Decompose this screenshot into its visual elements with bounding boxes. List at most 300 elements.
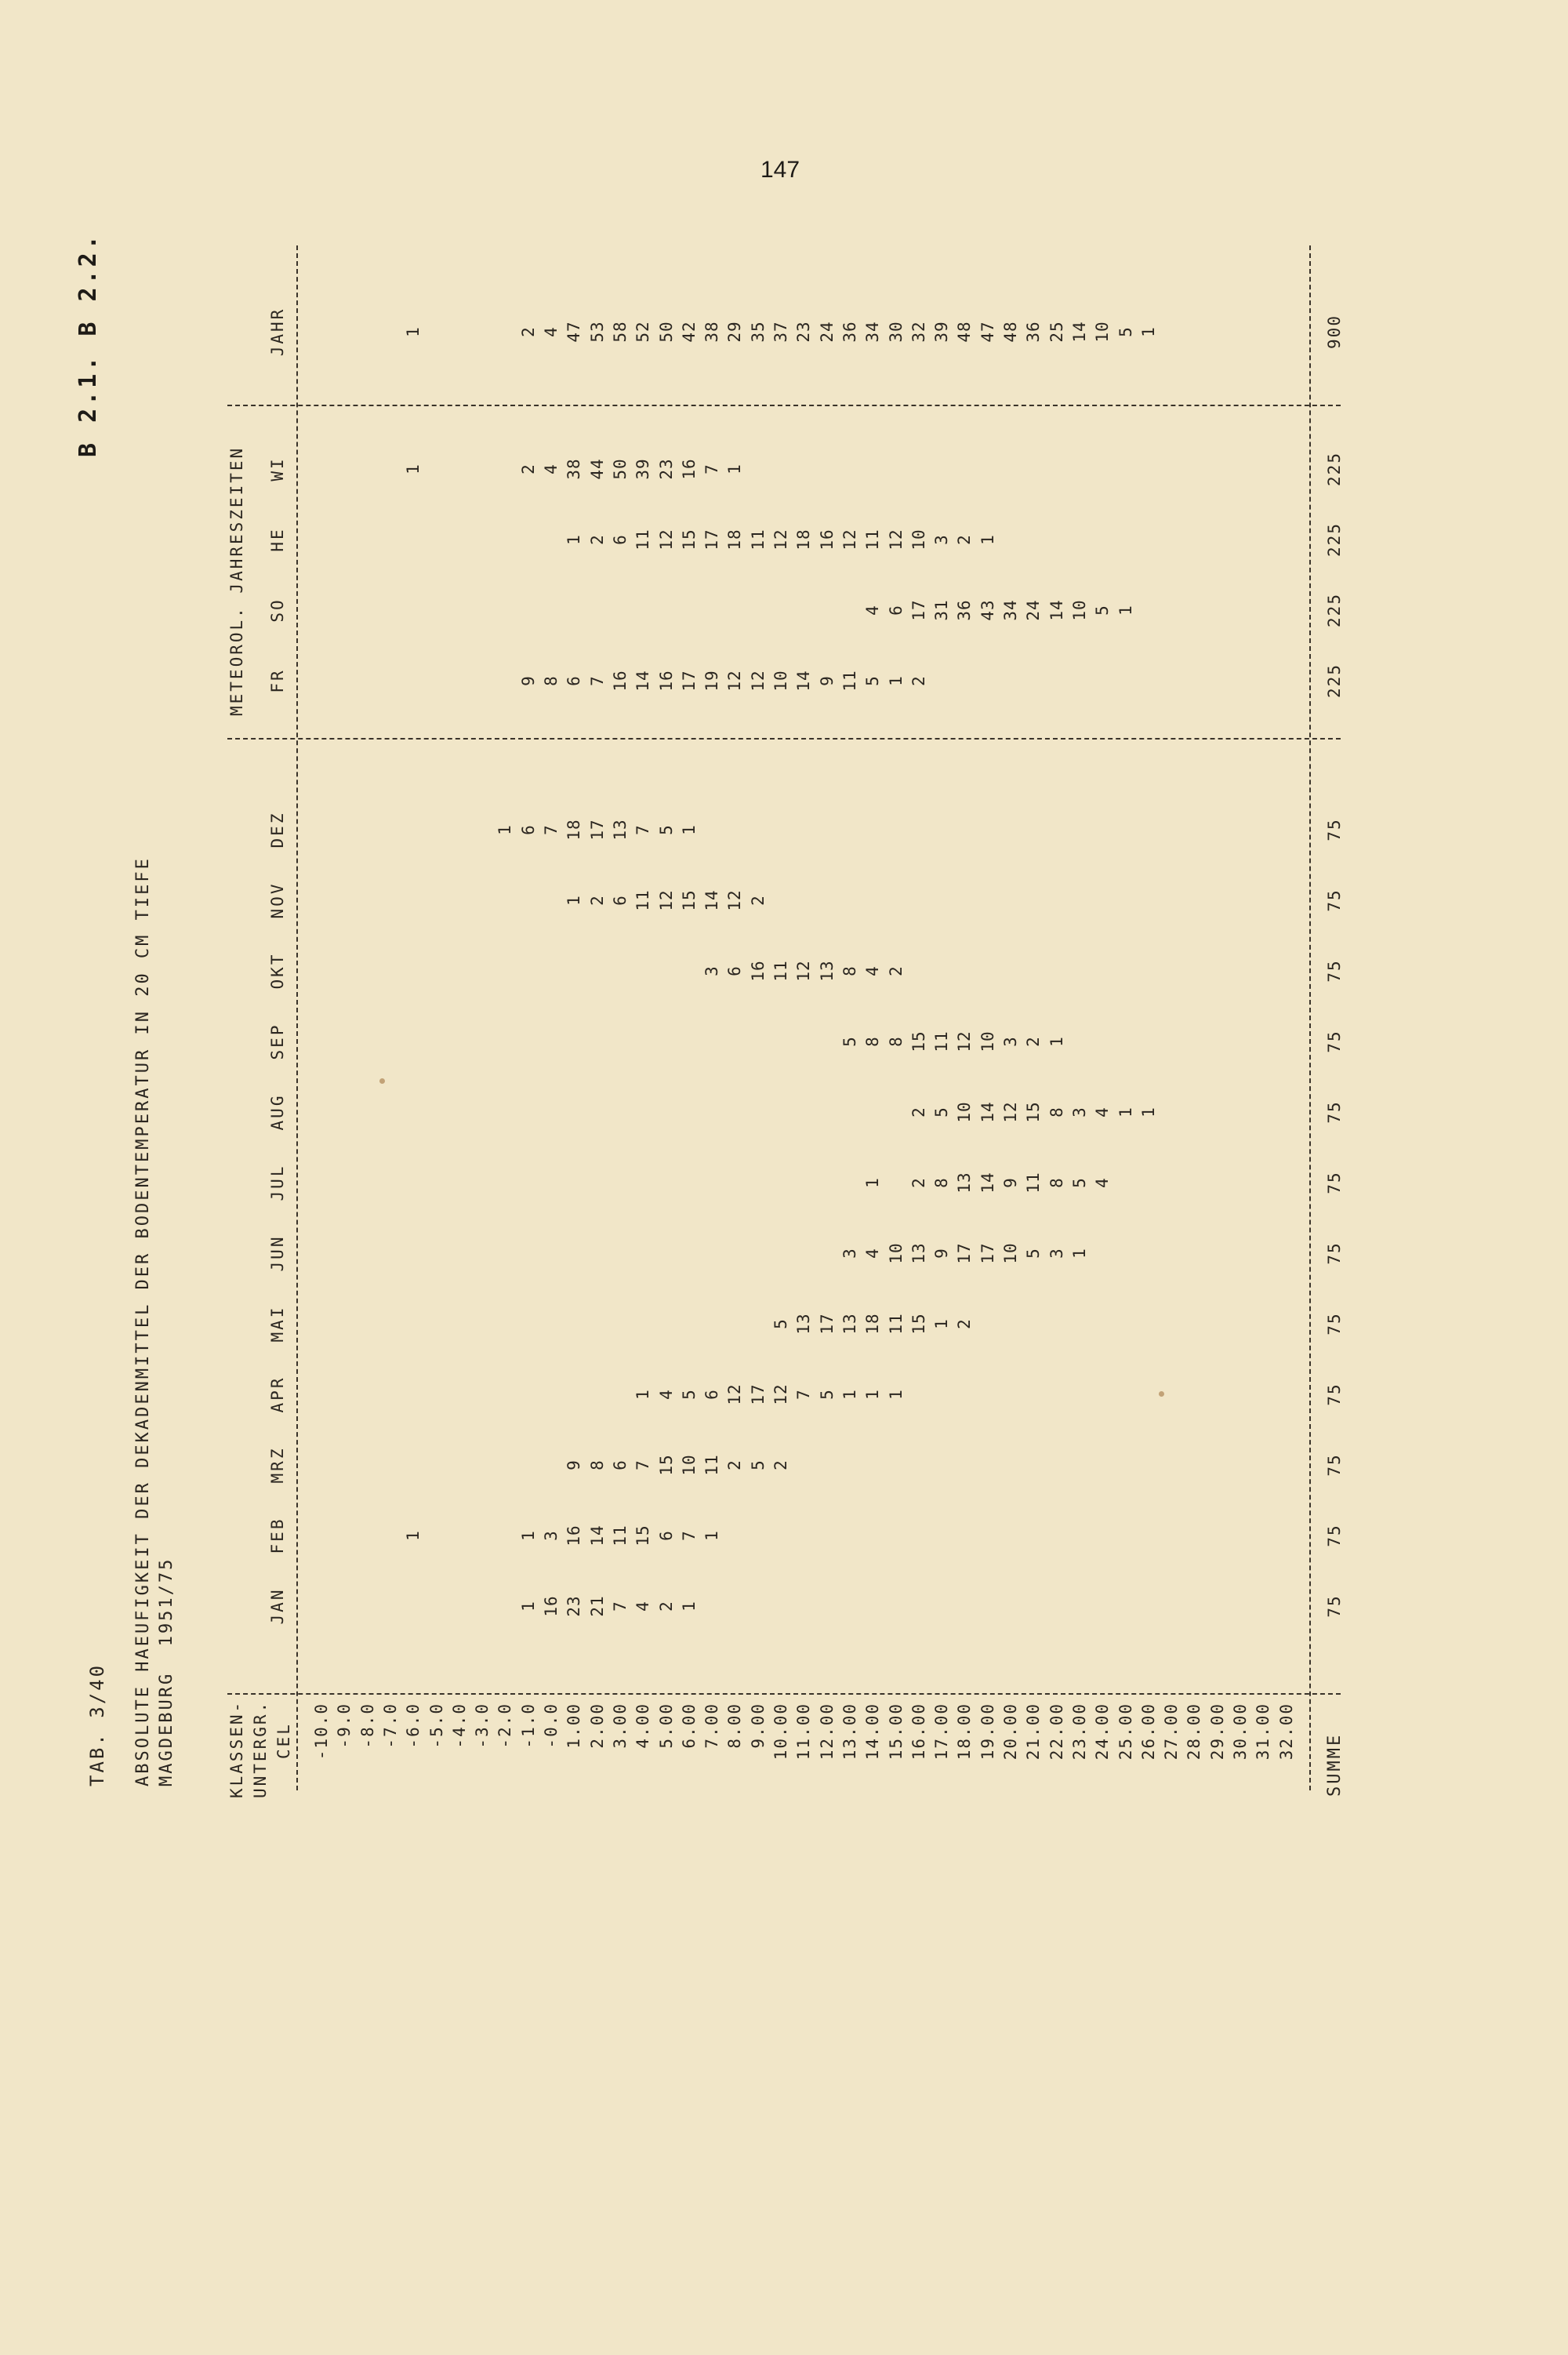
table-cell: 1 <box>518 1530 538 1541</box>
column-header: JUL <box>268 1164 287 1201</box>
table-cell: 4 <box>656 1389 676 1400</box>
table-cell: 14 <box>702 889 722 911</box>
table-cell: 29 <box>725 321 745 343</box>
table-cell: 1 <box>1138 1107 1158 1118</box>
table-cell: 5 <box>932 1107 952 1118</box>
table-cell: 36 <box>840 321 859 343</box>
table-cell: 38 <box>702 321 722 343</box>
sum-cell: 225 <box>1325 452 1344 486</box>
table-cell: 12 <box>955 1030 975 1052</box>
table-cell: 5 <box>771 1318 790 1329</box>
class-header-line3: CEL <box>274 1722 293 1759</box>
table-cell: 18 <box>794 529 814 551</box>
table-cell: 25 <box>1047 321 1066 343</box>
table-cell: 9 <box>518 675 538 686</box>
table-cell: 3 <box>932 534 952 545</box>
table-cell: 48 <box>955 321 975 343</box>
table-cell: 11 <box>840 670 859 692</box>
table-cell: 4 <box>1093 1107 1112 1118</box>
table-cell: 2 <box>955 534 975 545</box>
class-label: 16.00 <box>909 1703 928 1761</box>
table-cell: 53 <box>587 321 607 343</box>
table-cell: 17 <box>817 1313 837 1335</box>
table-cell: 7 <box>794 1389 814 1400</box>
table-cell: 1 <box>495 824 515 835</box>
table-cell: 10 <box>1069 599 1089 621</box>
table-cell: 8 <box>1047 1107 1066 1118</box>
table-cell: 10 <box>1001 1242 1020 1264</box>
class-label: 1.00 <box>564 1703 584 1749</box>
column-header: SO <box>268 598 287 623</box>
table-cell: 18 <box>564 819 584 841</box>
table-cell: 39 <box>932 321 952 343</box>
class-label: -6.0 <box>404 1703 423 1749</box>
sum-cell: 75 <box>1325 1594 1344 1618</box>
seasons-header: METEOROL. JAHRESZEITEN <box>227 445 246 716</box>
sum-cell: 75 <box>1325 1241 1344 1265</box>
table-cell: 6 <box>702 1389 722 1400</box>
table-cell: 5 <box>1069 1177 1089 1188</box>
table-cell: 50 <box>610 458 630 480</box>
table-cell: 7 <box>702 463 722 474</box>
class-label: 3.00 <box>610 1703 630 1749</box>
page-number: 147 <box>760 157 800 183</box>
table-cell: 44 <box>587 458 607 480</box>
table-cell: 17 <box>955 1242 975 1264</box>
table-cell: 36 <box>1024 321 1044 343</box>
paper-stain <box>1159 1391 1164 1397</box>
class-label: 4.00 <box>633 1703 653 1749</box>
header-rule <box>296 245 298 1790</box>
table-cell: 1 <box>840 1389 859 1400</box>
table-cell: 1 <box>1116 605 1135 616</box>
class-label: -4.0 <box>449 1703 469 1749</box>
table-cell: 4 <box>1093 1177 1112 1188</box>
class-label: 7.00 <box>702 1703 722 1749</box>
section-reference: B 2.1. B 2.2. <box>74 232 102 457</box>
table-cell: 2 <box>909 675 928 686</box>
table-cell: 19 <box>702 670 722 692</box>
table-cell: 1 <box>1069 1248 1089 1259</box>
table-cell: 1 <box>404 1530 423 1541</box>
table-cell: 13 <box>909 1242 928 1264</box>
table-cell: 1 <box>404 326 423 337</box>
table-cell: 12 <box>771 529 790 551</box>
column-header: HE <box>268 527 287 552</box>
seasons-left-divider <box>227 738 1341 740</box>
paper-stain <box>379 1078 385 1084</box>
table-cell: 2 <box>909 1177 928 1188</box>
column-header: DEZ <box>268 811 287 849</box>
table-cell: 10 <box>771 670 790 692</box>
class-label: 10.00 <box>771 1703 790 1761</box>
class-label: 15.00 <box>886 1703 906 1761</box>
table-cell: 6 <box>610 1459 630 1470</box>
table-cell: 2 <box>518 326 538 337</box>
table-cell: 23 <box>564 1595 584 1617</box>
table-cell: 35 <box>748 321 768 343</box>
table-cell: 15 <box>1024 1101 1044 1123</box>
table-cell: 15 <box>909 1313 928 1335</box>
column-header: APR <box>268 1376 287 1413</box>
table-cell: 12 <box>886 529 906 551</box>
column-header: JAHR <box>268 307 287 357</box>
table-cell: 15 <box>679 889 699 911</box>
table-cell: 5 <box>1093 605 1112 616</box>
column-header: JUN <box>268 1234 287 1272</box>
class-label: -10.0 <box>312 1703 331 1761</box>
table-cell: 2 <box>656 1601 676 1612</box>
table-cell: 15 <box>679 529 699 551</box>
class-label: -0.0 <box>542 1703 561 1749</box>
class-label: 5.00 <box>656 1703 676 1749</box>
table-cell: 14 <box>1069 321 1089 343</box>
class-label: -2.0 <box>495 1703 515 1749</box>
table-cell: 3 <box>1001 1036 1020 1047</box>
table-cell: 12 <box>656 529 676 551</box>
table-cell: 13 <box>840 1313 859 1335</box>
class-label: 19.00 <box>978 1703 997 1761</box>
table-cell: 16 <box>656 670 676 692</box>
table-cell: 10 <box>955 1101 975 1123</box>
table-cell: 13 <box>817 960 837 982</box>
table-cell: 15 <box>656 1454 676 1476</box>
table-cell: 12 <box>656 889 676 911</box>
table-cell: 5 <box>748 1459 768 1470</box>
column-header: JAN <box>268 1587 287 1625</box>
sum-cell: 225 <box>1325 593 1344 627</box>
table-cell: 4 <box>633 1601 653 1612</box>
table-cell: 34 <box>863 321 883 343</box>
column-header: WI <box>268 456 287 482</box>
column-header: MRZ <box>268 1446 287 1484</box>
table-cell: 5 <box>1116 326 1135 337</box>
sum-cell: 225 <box>1325 663 1344 698</box>
table-cell: 1 <box>886 675 906 686</box>
class-label: 13.00 <box>840 1703 859 1761</box>
table-cell: 6 <box>610 895 630 906</box>
table-cell: 18 <box>863 1313 883 1335</box>
table-cell: 17 <box>978 1242 997 1264</box>
table-cell: 4 <box>863 605 883 616</box>
table-cell: 1 <box>564 895 584 906</box>
table-cell: 8 <box>932 1177 952 1188</box>
column-header: SEP <box>268 1023 287 1060</box>
table-cell: 11 <box>633 529 653 551</box>
table-cell: 32 <box>909 321 928 343</box>
table-cell: 12 <box>840 529 859 551</box>
table-cell: 10 <box>886 1242 906 1264</box>
table-cell: 7 <box>679 1530 699 1541</box>
table-cell: 7 <box>633 1459 653 1470</box>
table-cell: 7 <box>542 824 561 835</box>
table-cell: 48 <box>1001 321 1020 343</box>
table-cell: 23 <box>656 458 676 480</box>
class-label: -5.0 <box>426 1703 446 1749</box>
table-cell: 10 <box>679 1454 699 1476</box>
table-cell: 14 <box>633 670 653 692</box>
class-label: 8.00 <box>725 1703 745 1749</box>
table-cell: 2 <box>771 1459 790 1470</box>
table-cell: 3 <box>1069 1107 1089 1118</box>
seasons-right-divider <box>227 405 1341 406</box>
table-cell: 2 <box>587 534 607 545</box>
table-cell: 1 <box>702 1530 722 1541</box>
table-cell: 24 <box>1024 599 1044 621</box>
table-cell: 1 <box>932 1318 952 1329</box>
class-label: 30.00 <box>1231 1703 1250 1761</box>
table-cell: 8 <box>863 1036 883 1047</box>
table-cell: 3 <box>1047 1248 1066 1259</box>
class-label: 22.00 <box>1047 1703 1066 1761</box>
table-cell: 6 <box>656 1530 676 1541</box>
table-cell: 9 <box>564 1459 584 1470</box>
table-cell: 14 <box>978 1101 997 1123</box>
class-label: 12.00 <box>817 1703 837 1761</box>
table-cell: 2 <box>886 965 906 976</box>
table-cell: 14 <box>1047 599 1066 621</box>
table-title: ABSOLUTE HAEUFIGKEIT DER DEKADENMITTEL DER BODENTEMPERATUR IN 20 CM TIEFE <box>133 856 153 1786</box>
table-cell: 9 <box>1001 1177 1020 1188</box>
table-cell: 1 <box>1116 1107 1135 1118</box>
table-cell: 42 <box>679 321 699 343</box>
table-cell: 14 <box>794 670 814 692</box>
table-cell: 5 <box>1024 1248 1044 1259</box>
table-cell: 5 <box>817 1389 837 1400</box>
table-cell: 36 <box>955 599 975 621</box>
class-label: 32.00 <box>1276 1703 1296 1761</box>
class-label: 26.00 <box>1138 1703 1158 1761</box>
table-cell: 4 <box>863 1248 883 1259</box>
table-cell: 1 <box>404 463 423 474</box>
sum-cell: 75 <box>1325 818 1344 841</box>
table-cell: 16 <box>610 670 630 692</box>
table-cell: 18 <box>725 529 745 551</box>
class-label: 27.00 <box>1162 1703 1181 1761</box>
sum-cell: 75 <box>1325 1171 1344 1194</box>
class-header-line2: UNTERGR. <box>251 1699 270 1798</box>
column-header: FR <box>268 668 287 693</box>
table-cell: 3 <box>840 1248 859 1259</box>
table-cell: 16 <box>542 1595 561 1617</box>
table-cell: 12 <box>725 889 745 911</box>
table-cell: 12 <box>725 670 745 692</box>
table-cell: 14 <box>978 1172 997 1194</box>
table-cell: 10 <box>1093 321 1112 343</box>
table-cell: 7 <box>587 675 607 686</box>
table-cell: 58 <box>610 321 630 343</box>
table-cell: 13 <box>955 1172 975 1194</box>
column-header: OKT <box>268 952 287 990</box>
table-cell: 38 <box>564 458 584 480</box>
table-cell: 6 <box>886 605 906 616</box>
class-header-line1: KLASSEN- <box>227 1699 246 1798</box>
table-cell: 17 <box>748 1383 768 1405</box>
table-cell: 17 <box>587 819 607 841</box>
table-cell: 17 <box>909 599 928 621</box>
class-label: 6.00 <box>679 1703 699 1749</box>
table-cell: 1 <box>564 534 584 545</box>
table-cell: 1 <box>863 1389 883 1400</box>
table-cell: 39 <box>633 458 653 480</box>
table-cell: 1 <box>679 824 699 835</box>
table-cell: 2 <box>725 1459 745 1470</box>
table-cell: 8 <box>587 1459 607 1470</box>
table-cell: 14 <box>587 1525 607 1546</box>
sum-cell: 75 <box>1325 1453 1344 1477</box>
table-cell: 1 <box>1138 326 1158 337</box>
class-label: 25.00 <box>1116 1703 1135 1761</box>
table-cell: 11 <box>702 1454 722 1476</box>
table-cell: 9 <box>932 1248 952 1259</box>
table-cell: 6 <box>518 824 538 835</box>
table-cell: 2 <box>1024 1036 1044 1047</box>
table-cell: 2 <box>909 1107 928 1118</box>
sum-cell: 75 <box>1325 1100 1344 1124</box>
sum-cell: 900 <box>1325 314 1344 349</box>
table-cell: 9 <box>817 675 837 686</box>
table-cell: 10 <box>909 529 928 551</box>
table-cell: 11 <box>863 529 883 551</box>
class-label: 17.00 <box>932 1703 952 1761</box>
table-cell: 8 <box>840 965 859 976</box>
sum-rule <box>1309 245 1311 1790</box>
table-cell: 2 <box>518 463 538 474</box>
table-cell: 50 <box>656 321 676 343</box>
table-cell: 13 <box>610 819 630 841</box>
table-cell: 8 <box>1047 1177 1066 1188</box>
table-cell: 6 <box>610 534 630 545</box>
table-cell: 13 <box>794 1313 814 1335</box>
table-cell: 37 <box>771 321 790 343</box>
table-cell: 4 <box>542 463 561 474</box>
table-cell: 2 <box>748 895 768 906</box>
table-cell: 1 <box>1047 1036 1066 1047</box>
sum-cell: 225 <box>1325 522 1344 557</box>
table-cell: 1 <box>978 534 997 545</box>
table-cell: 16 <box>679 458 699 480</box>
table-cell: 7 <box>633 824 653 835</box>
table-cell: 12 <box>725 1383 745 1405</box>
table-cell: 11 <box>748 529 768 551</box>
class-label: -7.0 <box>380 1703 400 1749</box>
table-cell: 1 <box>518 1601 538 1612</box>
table-cell: 5 <box>840 1036 859 1047</box>
table-cell: 24 <box>817 321 837 343</box>
table-cell: 15 <box>909 1030 928 1052</box>
table-cell: 34 <box>1001 599 1020 621</box>
table-cell: 8 <box>542 675 561 686</box>
table-cell: 47 <box>564 321 584 343</box>
table-cell: 12 <box>771 1383 790 1405</box>
table-cell: 16 <box>748 960 768 982</box>
sum-cell: 75 <box>1325 1312 1344 1336</box>
column-header: AUG <box>268 1093 287 1131</box>
table-cell: 4 <box>863 965 883 976</box>
table-cell: 4 <box>542 326 561 337</box>
class-label: 11.00 <box>794 1703 814 1761</box>
column-header: FEB <box>268 1517 287 1554</box>
table-cell: 3 <box>542 1530 561 1541</box>
table-cell: 43 <box>978 599 997 621</box>
table-cell: 3 <box>702 965 722 976</box>
table-cell: 15 <box>633 1525 653 1546</box>
class-label: 9.00 <box>748 1703 768 1749</box>
table-cell: 12 <box>794 960 814 982</box>
sum-cell: 75 <box>1325 889 1344 912</box>
table-cell: 17 <box>702 529 722 551</box>
class-label: 14.00 <box>863 1703 883 1761</box>
table-cell: 11 <box>610 1525 630 1546</box>
table-cell: 11 <box>932 1030 952 1052</box>
sum-cell: 75 <box>1325 1383 1344 1406</box>
class-label: 23.00 <box>1069 1703 1089 1761</box>
table-cell: 11 <box>633 889 653 911</box>
sum-cell: 75 <box>1325 1030 1344 1053</box>
class-label: 24.00 <box>1093 1703 1112 1761</box>
table-cell: 7 <box>610 1601 630 1612</box>
class-label: 2.00 <box>587 1703 607 1749</box>
table-cell: 8 <box>886 1036 906 1047</box>
table-cell: 5 <box>679 1389 699 1400</box>
table-id: TAB. 3/40 <box>86 1663 108 1786</box>
class-label: 20.00 <box>1001 1703 1020 1761</box>
table-cell: 1 <box>679 1601 699 1612</box>
table-subtitle: MAGDEBURG 1951/75 <box>157 1557 176 1786</box>
table-cell: 12 <box>748 670 768 692</box>
class-label: -9.0 <box>335 1703 354 1749</box>
column-header: MAI <box>268 1305 287 1343</box>
sum-cell: 75 <box>1325 1524 1344 1547</box>
table-cell: 1 <box>633 1389 653 1400</box>
table-cell: 21 <box>587 1595 607 1617</box>
table-cell: 5 <box>863 675 883 686</box>
table-cell: 1 <box>863 1177 883 1188</box>
table-cell: 12 <box>1001 1101 1020 1123</box>
table-cell: 6 <box>564 675 584 686</box>
class-label: 18.00 <box>955 1703 975 1761</box>
table-cell: 52 <box>633 321 653 343</box>
class-label: 29.00 <box>1207 1703 1227 1761</box>
table-cell: 1 <box>886 1389 906 1400</box>
column-header: NOV <box>268 881 287 919</box>
table-cell: 30 <box>886 321 906 343</box>
sum-label: SUMME <box>1325 1732 1345 1797</box>
table-cell: 11 <box>886 1313 906 1335</box>
class-label: -1.0 <box>518 1703 538 1749</box>
table-cell: 17 <box>679 670 699 692</box>
table-cell: 23 <box>794 321 814 343</box>
sum-cell: 75 <box>1325 959 1344 983</box>
class-column-divider <box>227 1693 1341 1695</box>
class-label: 21.00 <box>1024 1703 1044 1761</box>
class-label: -8.0 <box>358 1703 377 1749</box>
class-label: -3.0 <box>473 1703 492 1749</box>
table-cell: 47 <box>978 321 997 343</box>
table-cell: 6 <box>725 965 745 976</box>
class-label: 28.00 <box>1185 1703 1204 1761</box>
table-cell: 16 <box>817 529 837 551</box>
table-cell: 1 <box>725 463 745 474</box>
table-cell: 11 <box>1024 1172 1044 1194</box>
table-cell: 2 <box>955 1318 975 1329</box>
table-cell: 5 <box>656 824 676 835</box>
table-cell: 10 <box>978 1030 997 1052</box>
table-cell: 31 <box>932 599 952 621</box>
table-cell: 2 <box>587 895 607 906</box>
class-label: 31.00 <box>1254 1703 1273 1761</box>
table-cell: 16 <box>564 1525 584 1546</box>
